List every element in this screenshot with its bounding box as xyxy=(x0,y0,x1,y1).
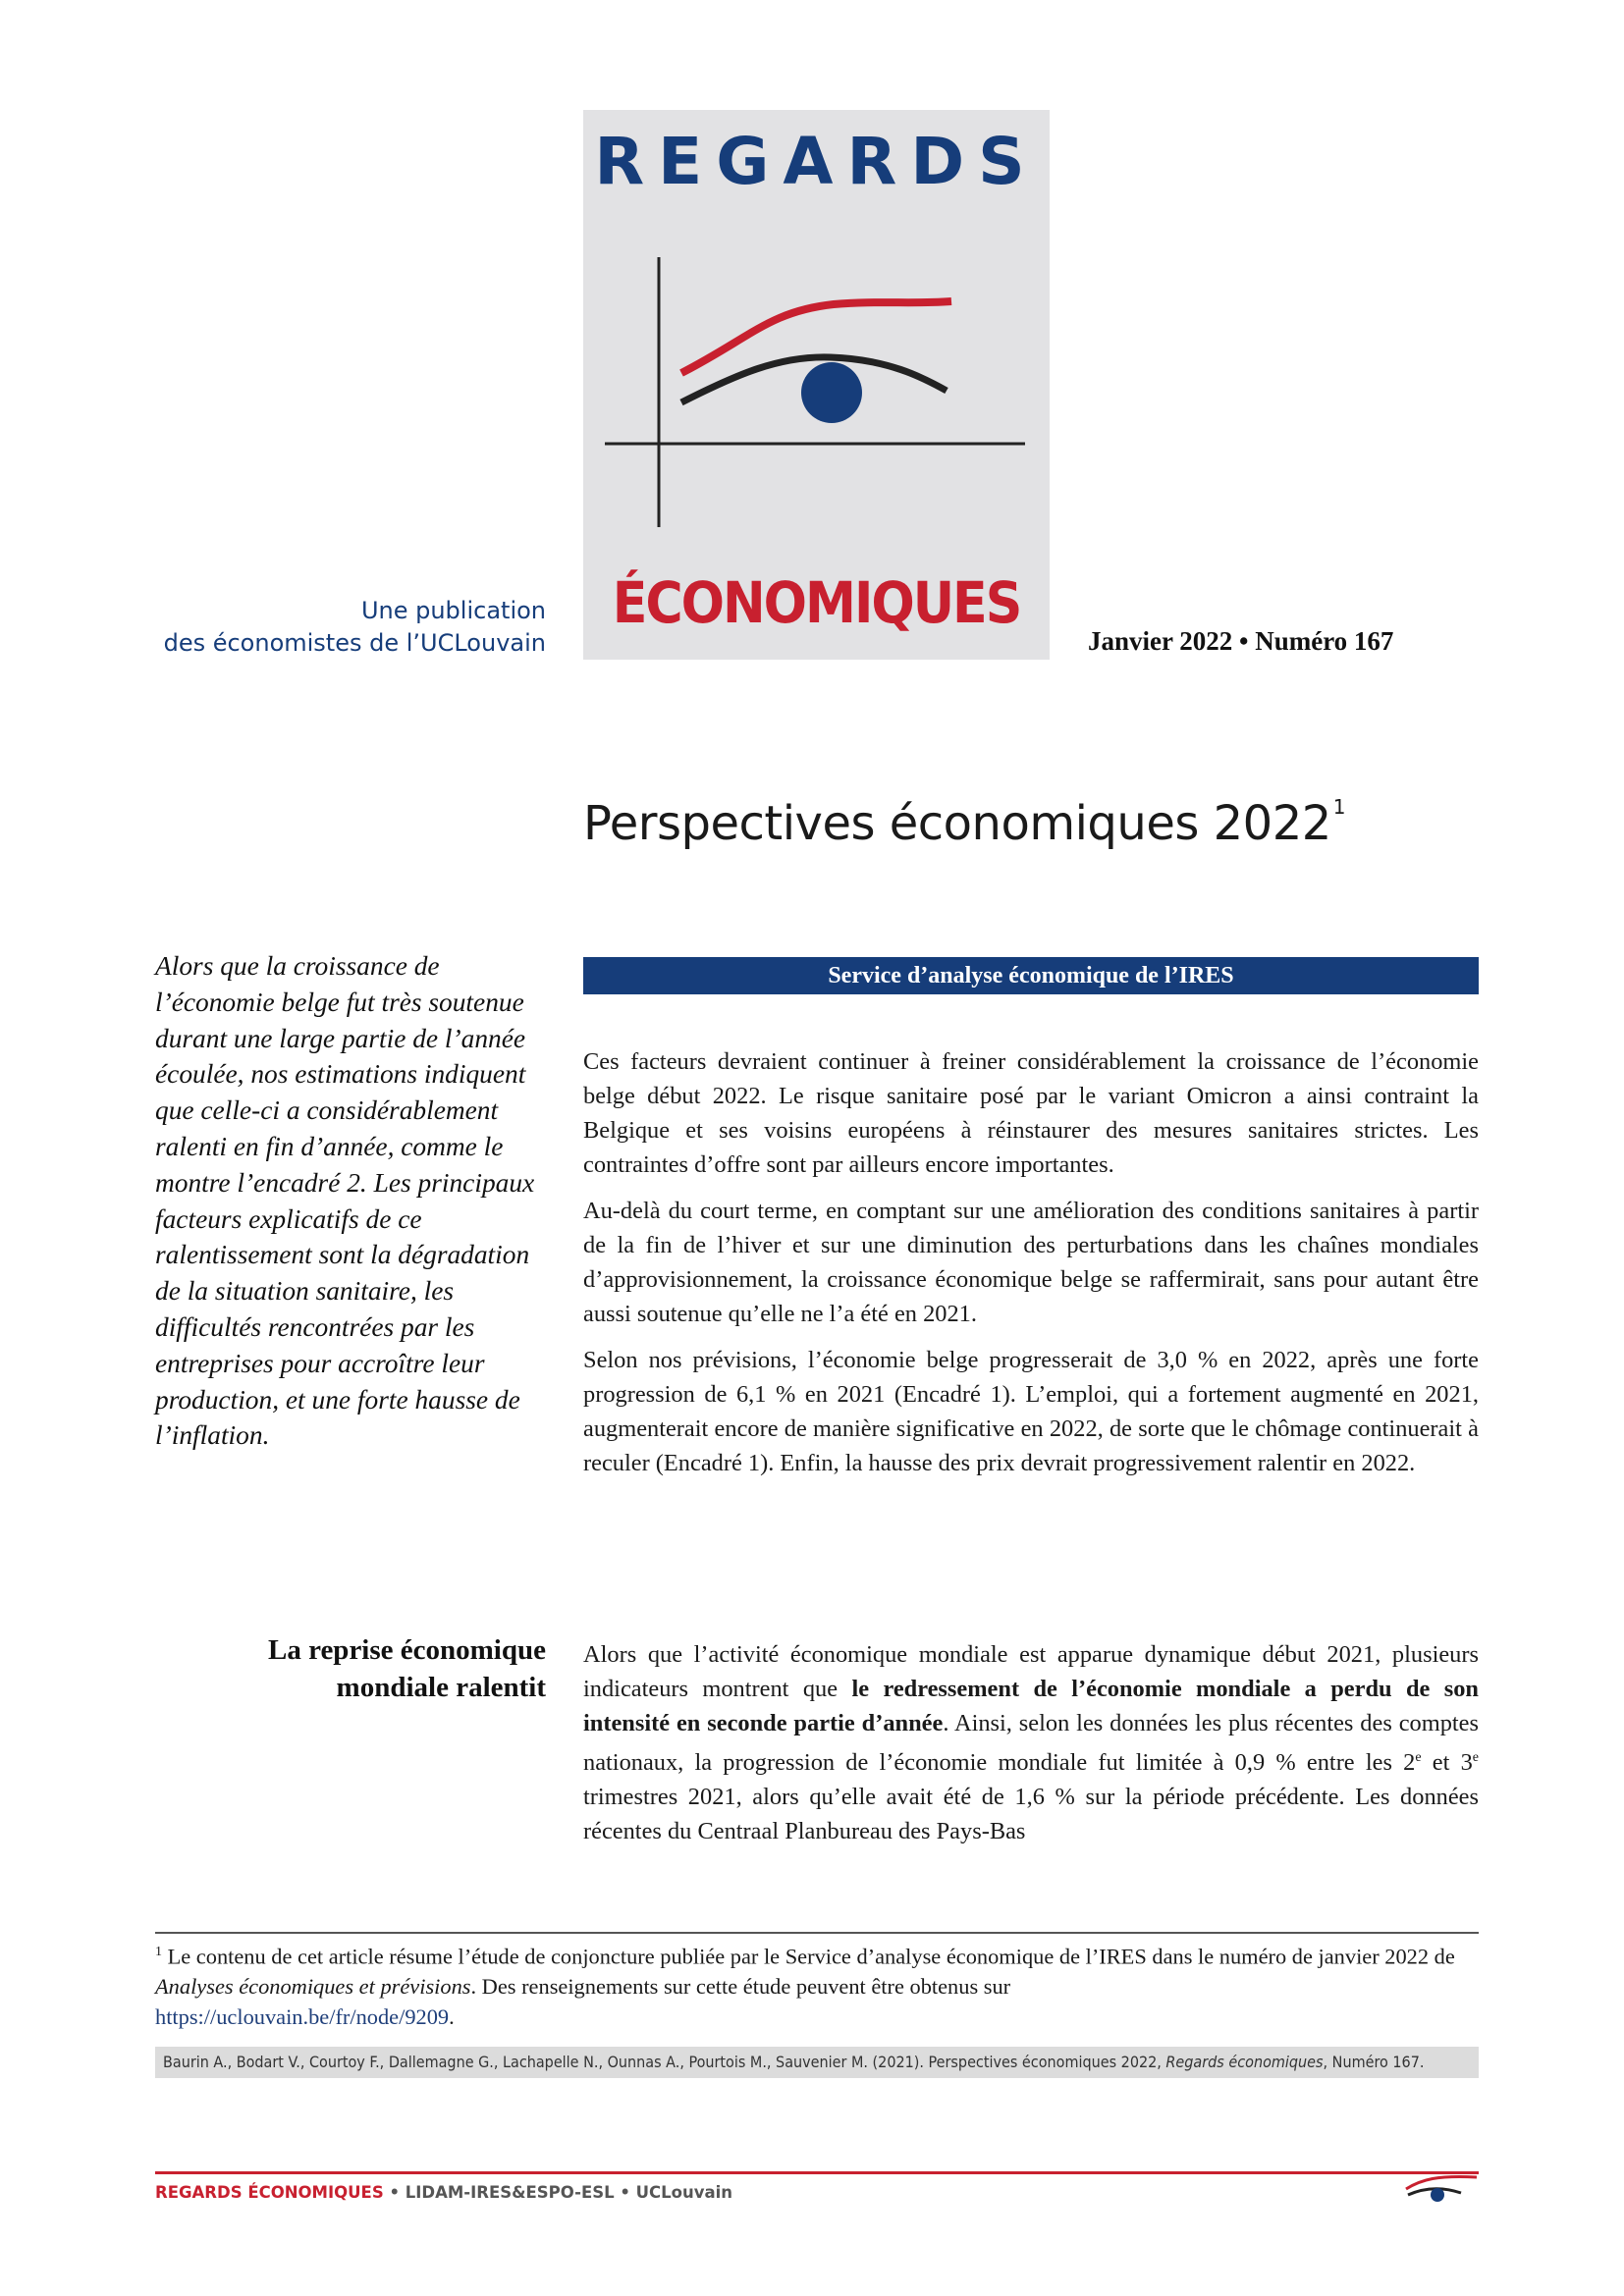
footnote-divider xyxy=(155,1932,1479,1934)
section-heading-line-1: La reprise économique xyxy=(268,1634,546,1666)
article-summary: Alors que la croissance de l’économie belge fut très soutenue durant une large partie de l’année écoulée, nos estimations indiquent que celle-ci a considérablement ralenti en fin d’année, comme le montre l’encadré 2. Les principaux facteurs explicatifs de ce ralentissement sont la dégradation de la situation sanitaire, les difficultés rencontrées par les entreprises pour accroître leur production, et une forte hausse de l’inflation. xyxy=(155,951,535,1451)
intro-paragraph: Ces facteurs devraient continuer à freiner considérablement la croissance de l’économie belge début 2022. Le risque sanitaire posé par le variant Omicron a ainsi contraint la Belgique et ses voisins européens à réinstaurer des mesures sanitaires strictes. Les contraintes d’offre sont par ailleurs encore importantes. xyxy=(583,1048,1479,1178)
highlighted-statement: le redressement de l’économie mondiale a perdu de son intensité en seconde partie d’année xyxy=(583,1676,1479,1736)
footnote-link[interactable]: https://uclouvain.be/fr/node/9209 xyxy=(155,2004,450,2030)
intro-paragraph: Au-delà du court terme, en comptant sur une amélioration des conditions sanitaires à partir de la fin de l’hiver et sur une diminution des perturbations dans les chaînes mondiales d’approvisionnement, la croissance économique belge se raffermirait, sans pour autant être aussi soutenue qu’elle ne l’a été en 2021. xyxy=(583,1198,1479,1327)
footnote-marker: 1 xyxy=(155,1945,162,1959)
section-heading xyxy=(153,1631,546,1706)
footer-brand: REGARDS ÉCONOMIQUES xyxy=(155,2183,384,2202)
publisher-note xyxy=(164,595,546,660)
author-banner: Service d’analyse économique de l’IRES xyxy=(583,957,1479,994)
publisher-line-1: Une publication xyxy=(360,597,546,624)
issue-info: Janvier 2022 • Numéro 167 xyxy=(1088,626,1394,656)
title-footnote-marker: 1 xyxy=(1332,795,1346,819)
section-paragraph: Alors que l’activité économique mondiale est apparue dynamique début 2021, plusieurs indicateurs montrent que le redressement de l’économie mondiale a perdu de son intensité en seconde partie d’année. Ainsi, selon les données les plus récentes des comptes nationaux, la progression de l’économie mondiale fut limitée à 0,9 % entre les 2e et 3e trimestres 2021, alors qu’elle avait été de 1,6 % sur la période précédente. Les données récentes du Centraal Planbureau des Pays-Bas xyxy=(583,1641,1479,1845)
footnote: $^1$ Le contenu de cet article résume l’étude de conjoncture publiée par le Service d’analyse économique de l’IRES dans le numéro de janvier 2022 de Analyses économiques et prévisions. Des renseignements sur cette étude peuvent être obtenus sur https://uclouvain.be/fr/node/9209. xyxy=(155,1944,1455,2030)
publisher-line-2: des économistes de l’UCLouvain xyxy=(163,629,546,657)
intro-text xyxy=(583,1044,1479,1492)
eye-logo-icon xyxy=(1398,2167,1481,2207)
section-body xyxy=(583,1637,1479,1848)
logo-wordmark-bottom: ÉCONOMIQUES xyxy=(612,569,1021,636)
article-title xyxy=(583,795,1345,851)
footer-divider xyxy=(155,2171,1479,2174)
page-footer: REGARDS ÉCONOMIQUES • LIDAM-IRES&ESPO-ESL • UCLouvain xyxy=(155,2183,733,2202)
masthead-logo xyxy=(583,110,1050,660)
section-heading-line-2: mondiale ralentit xyxy=(336,1672,546,1703)
citation-bar: Baurin A., Bodart V., Courtoy F., Dallemagne G., Lachapelle N., Ounnas A., Pourtois M., Sauvenier M. (2021). Perspectives économiques 2022, Regards économiques, Numéro 167. xyxy=(155,2047,1479,2078)
intro-paragraph: Selon nos prévisions, l’économie belge progresserait de 3,0 % en 2022, après une forte progression de 6,1 % en 2021 (Encadré 1). L’emploi, qui a fortement augmenté en 2021, augmenterait encore de manière significative en 2022, de sorte que le chômage continuerait à reculer (Encadré 1). Enfin, la hausse des prix devrait progressivement ralentir en 2022. xyxy=(583,1347,1479,1476)
article-title-text: Perspectives économiques 2022 xyxy=(583,796,1331,851)
logo-wordmark-top: REGARDS xyxy=(594,124,1039,199)
